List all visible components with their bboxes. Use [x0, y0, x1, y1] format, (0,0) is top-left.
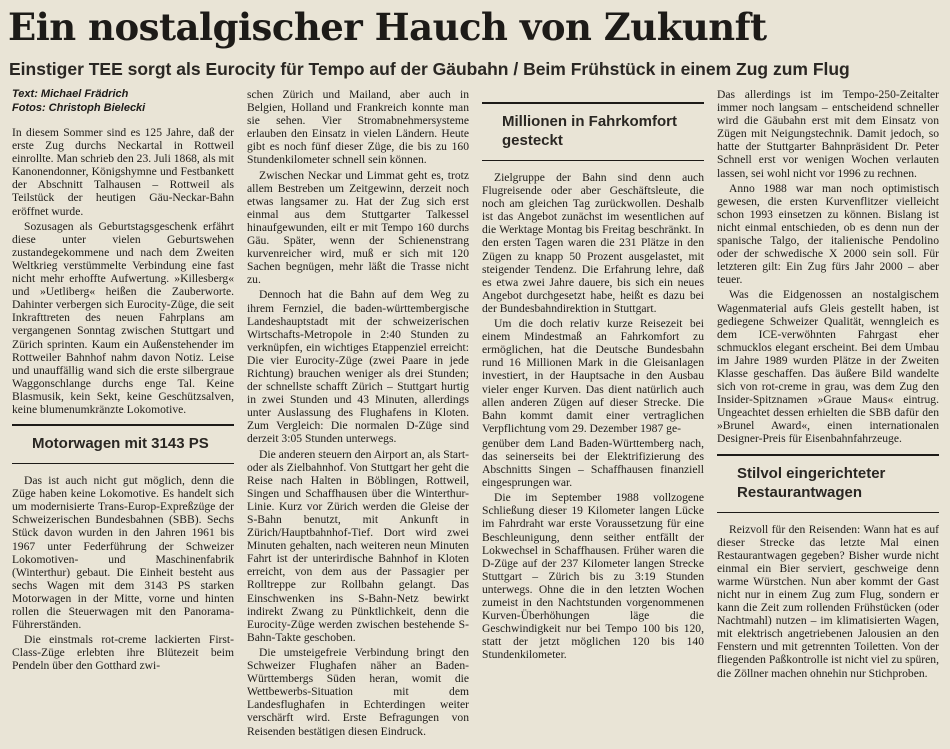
paragraph: schen Zürich und Mailand, aber auch in Belgien, Holland und Frankreich konnte man sie sehen. Vier Stromabnehmersysteme erlauben den Einsatz in vielen Ländern. Heute gibt es noch fünf dieser Züge, die bis zu 160 Stundenkilometer schnell sein können. — [247, 88, 469, 167]
credit-photo-author: Fotos: Christoph Bielecki — [12, 102, 146, 114]
paragraph: Zwischen Neckar und Limmat geht es, trotz allem Bestreben um Zeitgewinn, derzeit noch etwas langsamer zu. Hat der Zug sich erst einmal aus dem Stuttgarter Talkessel hinaufgewunden, eilt er mit Tempo 160 durchs Gäu. Später, wenn der Schienenstrang kurvenreicher wird, muß er sich mit 120 Sachen begnügen, mehr läßt die Trasse nicht zu. — [247, 168, 469, 287]
paragraph: Was die Eidgenossen an nostalgischem Wagenmaterial aufs Gleis gestellt haben, ist gediegene Schweizer Qualität, wenngleich es dem ICE-verwöhnten Fahrgast eher schmucklos elegant erscheint. Bei dem Umbau im Jahre 1989 wurden Plätze in der Zweiten Klasse geschaffen. Das äußere Bild wandelte sich von rot-creme in grau, was dem Zug den Insider-Spitznamen »Graue Maus« eintrug. Ungeachtet dessen erhielten die SBB dafür den »Brunel Award«, einen internationalen Designer-Preis für Eisenbahnfahrzeuge. — [717, 288, 939, 446]
credit-text-author: Text: Michael Frädrich — [12, 88, 129, 100]
subheading-motorwagen: Motorwagen mit 3143 PS — [12, 424, 234, 464]
column-2 — [247, 88, 469, 740]
paragraph: Die einstmals rot-creme lackierten First-Class-Züge erlebten ihre Blütezeit beim Pendeln über den Gotthard zwi- — [12, 633, 234, 673]
column-4 — [717, 88, 939, 682]
paragraph: Das allerdings ist im Tempo-250-Zeitalter immer noch langsam – entscheidend schneller wird die Gäubahn erst mit dem Einsatz von Zügen mit Neigungstechnik. Damit jedoch, so hatte der Stuttgarter Bahnpräsident Dr. Peter Schnell erst vor wenigen Wochen verlauten lassen, sei wohl nicht vor 1996 zu rechnen. — [717, 88, 939, 180]
paragraph: Um die doch relativ kurze Reisezeit bei einem Mindestmaß an Fahrkomfort zu ermöglichen, hat die Deutsche Bundesbahn rund 16 Millionen Mark in die Gleisanlagen investiert, in der Hauptsache in den Ausbau vieler enger Kurven. Das dient natürlich auch allen anderen Zügen auf dieser Strecke. Die Bahn kommt damit einer vertraglichen Verpflichtung vom 29. Dezember 1987 ge- — [482, 317, 704, 435]
paragraph: Das ist auch nicht gut möglich, denn die Züge haben keine Lokomotive. Es handelt sich um modernisierte Trans-Europ-Expreßzüge der Schweizerischen Bundesbahnen (SBB). Sechs Stück davon wurden in den Jahren 1961 bis 1967 unter Federführung der Schweizer Lokomotiven- und Maschinenfabrik (Winterthur) gebaut. Die Einheit besteht aus sechs Wagen mit dem 3143 PS starken Motorwagen in der Mitte, vorne und hinten rollen die Steuerwagen mit den Panorama-Führerständen. — [12, 474, 234, 632]
subheading-millionen: Millionen in Fahrkomfort gesteckt — [482, 102, 704, 161]
credits — [12, 87, 145, 115]
paragraph: Die umsteigefreie Verbindung bringt den Schweizer Flughafen näher an Baden-Württembergs Süden heran, womit die Wettbewerbs-Situation mit dem Landesflughafen in Echterdingen weiter verschärft wird. Erste Befragungen von Reisenden bestätigen diesen Eindruck. — [247, 645, 469, 738]
subheading-restaurantwagen: Stilvol eingerichteter Restaurantwagen — [717, 454, 939, 513]
paragraph: In diesem Sommer sind es 125 Jahre, daß der erste Zug durchs Neckartal in Rottweil einrollte. Man schrieb den 23. Juli 1868, als mit Kanonendonner, Königshymne und Festbankett der Abschnitt Talhausen – Rottweil als Teilstück der heutigen Gäu-Neckar-Bahn eröffnet wurde. — [12, 126, 234, 218]
headline: Ein nostalgischer Hauch von Zukunft — [8, 5, 767, 49]
paragraph: Anno 1988 war man noch optimistisch gewesen, die ersten Kurvenflitzer vielleicht schon 1993 einsetzen zu können. Bislang ist nicht einmal entschieden, ob es denn nun der spanische Talgo, der italienische Pendolino oder der schwedische X 2000 sein soll. Für letzteren gilt: Ein Zug fürs Jahr 2000 – aber teuer. — [717, 181, 939, 287]
paragraph: Die anderen steuern den Airport an, als Start- oder als Zielbahnhof. Von Stuttgart her geht die Reise nach Halten in Böblingen, Rottweil, Singen und Schaffhausen über die Winterthur-Linie. Kurz vor Zürich werden die Gleise der S-Bahn benutzt, mit Ankunft in Zürich/Hauptbahnhof-Tief. Dort wird zwei Minuten gehalten, nach weiteren neun Minuten Fahrt ist der unterirdische Bahnhof in Kloten erreicht, von dem aus der Passagier per Rolltreppe zur Rollbahn gelangt. Das Einschwenken ins S-Bahn-Netz bewirkt indirekt Zwang zu Pünktlichkeit, denn die Eurocity-Züge werden zwischen bestehende S-Bahn-Takte geschoben. — [247, 447, 469, 644]
column-1 — [12, 126, 234, 674]
paragraph: Reizvoll für den Reisenden: Wann hat es auf dieser Strecke das letzte Mal einen Restaurantwagen gegeben? Bisher wurde nicht einmal ein Bier serviert, geschweige denn warme Würstchen. Nun aber kommt der Gast nicht nur in einem Zug zum Flug, sondern er kann die Zeit zum rollenden Frühstücken (oder Nachtmahl) nutzen – im klimatisierten Wagen, mit elektrisch angetriebenen Jalousien an den Fenstern und mit getrennten Toiletten. Von der fliegenden Paßkontrolle ist nicht viel zu spüren, die Zöllner machen ohnehin nur Stichproben. — [717, 522, 939, 680]
paragraph: Dennoch hat die Bahn auf dem Weg zu ihrem Fernziel, die baden-württembergische Landeshauptstadt mit der schweizerischen Wirtschafts-Metropole in 2:40 Stunden zu verknüpfen, ein wichtiges Etappenziel erreicht: Die vier Eurocity-Züge (zwei Paare in jede Richtung) brauchen weniger als drei Stunden; der schnellste schafft Zürich – Stuttgart hurtig in zwei Stunden und 43 Minuten, allerdings unter Auslassung des Flughafens in Kloten. Zum Vergleich: Die normalen D-Züge sind derzeit 3:05 Stunden unterwegs. — [247, 288, 469, 446]
paragraph: Zielgruppe der Bahn sind denn auch Flugreisende oder aber Geschäftsleute, die noch am gleichen Tag zurückwollen. Deshalb ist das Angebot zunächst im wesentlichen auf die Werktage Montag bis Freitag beschränkt. In den ersten Tagen waren die 231 Plätze in den Zügen zu knapp 50 Prozent ausgelastet, mit steigender Tendenz. Die Erfahrung lehre, daß es etwa zwei Jahre dauere, bis sich ein neues Angebot durchgesetzt habe, heißt es dazu bei der Bundesbahndirektion in Stuttgart. — [482, 171, 704, 315]
paragraph: genüber dem Land Baden-Württemberg nach, das seinerseits bei der Elektrifizierung des Abschnitts Singen – Schaffhausen finanziell eingesprungen war. — [482, 436, 704, 490]
subheadline: Einstiger TEE sorgt als Eurocity für Tempo auf der Gäubahn / Beim Frühstück in einem Zug zum Flug — [9, 59, 850, 79]
column-3 — [482, 88, 704, 663]
paragraph: Sozusagen als Geburtstagsgeschenk erfährt diese unter vielen Geburtswehen zustandegekommene und nach dem Zweiten Weltkrieg verstümmelte Verbindung eine fast nicht mehr erhoffte Aufwertung. »Killesberg« und »Uetliberg« heißen die Zauberworte. Dahinter verbergen sich Eurocity-Züge, die seit Inkrafttreten des neuen Fahrplans am vergangenen Sonntag zwischen Stuttgart und Zürich sprinten. Kaum ein Außenstehender im Rottweiler Bahnhof nahm davon Notiz. Leise und unauffällig wand sich die erste silbergraue Waggonschlange durchs enge Tal. Keine Blasmusik, kein Sekt, keine Geschützsalven, keine blumenumkränzte Lokomotive. — [12, 219, 234, 416]
paragraph: Die im September 1988 vollzogene Schließung dieser 19 Kilometer langen Lücke im Fahrdraht war erste Voraussetzung für eine Beschleunigung, denn seither entfällt der Lokwechsel in Schaffhausen. Früher waren die D-Züge auf der 237 Kilometer langen Strecke Stuttgart – Zürich bis zu 3:19 Stunden unterwegs. Ohne die in den letzten Wochen zumeist in den Nachtstunden vorgenommenen Kurven-Überhöhungen läge die Geschwindigkeit nur bei Tempo 100 bis 120, statt der jetzt möglichen 120 bis 140 Stundenkilometer. — [482, 491, 704, 662]
